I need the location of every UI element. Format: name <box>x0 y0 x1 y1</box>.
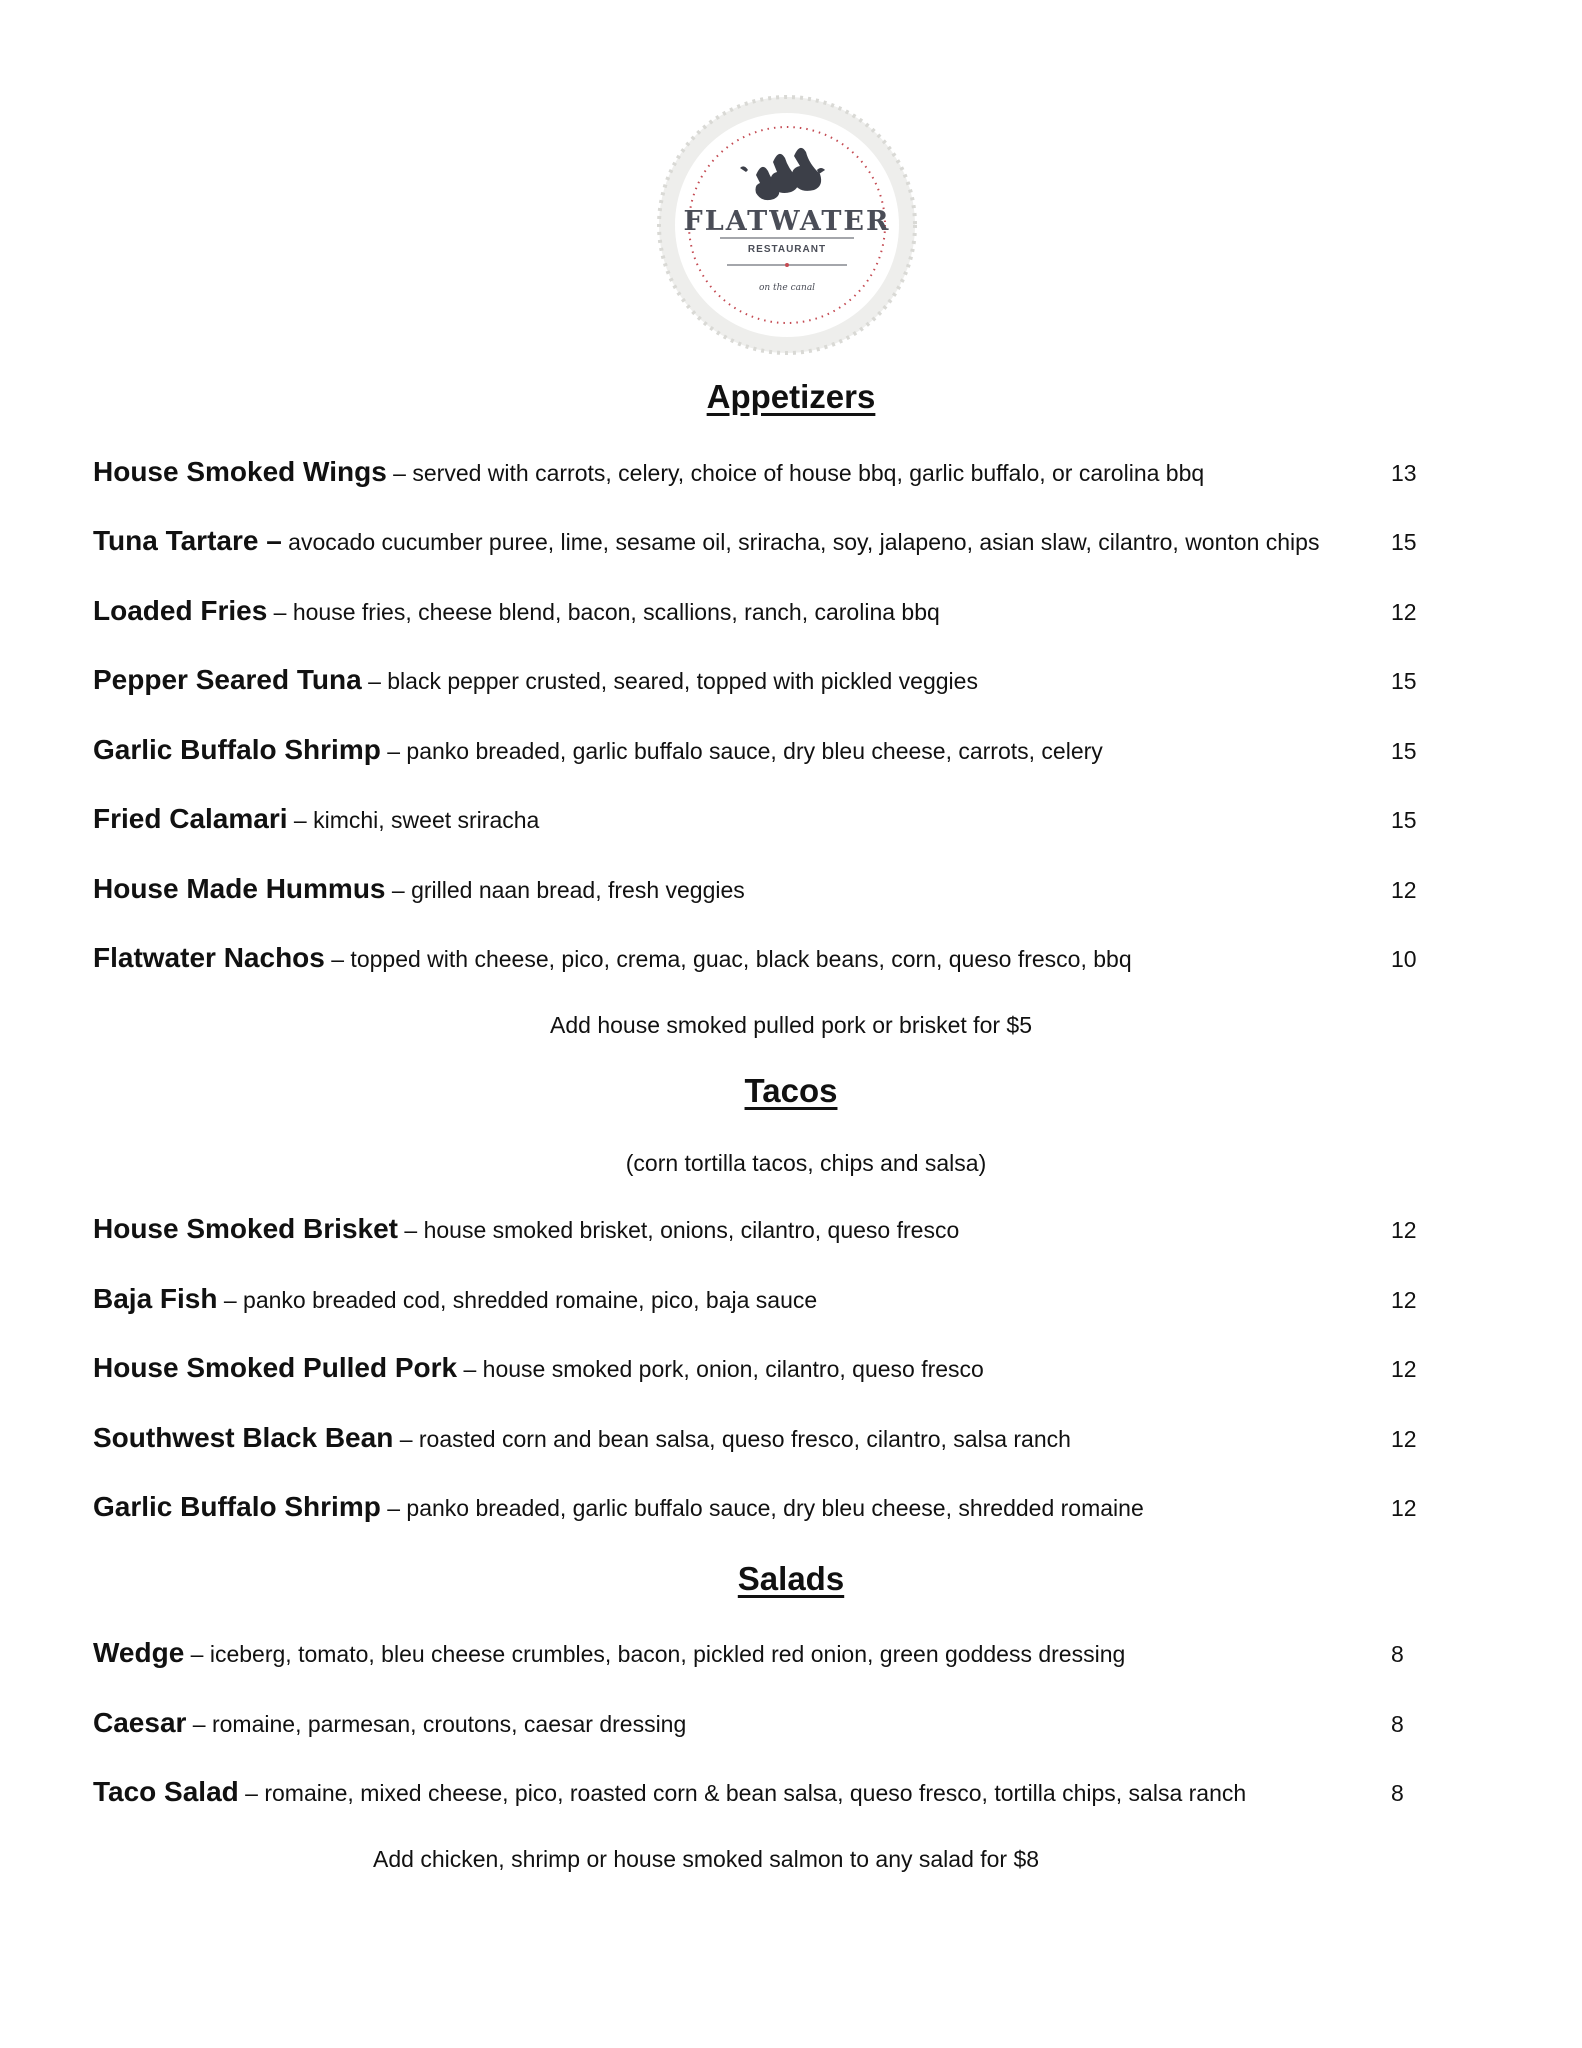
menu-item <box>93 1637 1493 1677</box>
item-name: House Smoked Pulled Pork <box>93 1352 458 1383</box>
tacos-subtitle: (corn tortilla tacos, chips and salsa) <box>625 1150 987 1176</box>
item-price: 15 <box>1391 668 1417 694</box>
item-name: Loaded Fries <box>93 595 268 626</box>
item-name: House Smoked Wings <box>93 456 387 487</box>
menu-item <box>93 1776 1493 1816</box>
appetizers-note: Add house smoked pulled pork or brisket for $5 <box>550 1012 1032 1038</box>
item-name: Tuna Tartare – <box>93 525 282 556</box>
salads-note: Add chicken, shrimp or house smoked salmon to any salad for $8 <box>373 1846 1040 1872</box>
item-name: House Smoked Brisket <box>93 1213 398 1244</box>
menu-item <box>93 1352 1493 1392</box>
item-price: 15 <box>1391 738 1417 764</box>
appetizers-heading: Appetizers <box>706 378 876 415</box>
item-price: 15 <box>1391 529 1417 555</box>
restaurant-logo <box>652 90 922 360</box>
menu-item <box>93 595 1493 635</box>
item-price: 12 <box>1391 1356 1417 1382</box>
item-price: 12 <box>1391 1426 1417 1452</box>
item-price: 12 <box>1391 877 1417 903</box>
item-description: – house smoked pork, onion, cilantro, queso fresco <box>457 1356 984 1382</box>
item-name: House Made Hummus <box>93 873 386 904</box>
svg-text:RESTAURANT: RESTAURANT <box>747 244 827 255</box>
menu-item <box>93 734 1493 774</box>
item-description: – black pepper crusted, seared, topped with pickled veggies <box>361 668 978 694</box>
item-name: Flatwater Nachos <box>93 942 325 973</box>
item-description: – house smoked brisket, onions, cilantro, queso fresco <box>398 1217 960 1243</box>
item-description: – romaine, parmesan, croutons, caesar dressing <box>186 1711 687 1737</box>
item-description: – panko breaded, garlic buffalo sauce, dry bleu cheese, carrots, celery <box>380 738 1103 764</box>
menu-item <box>93 1491 1493 1531</box>
item-price: 8 <box>1391 1641 1404 1667</box>
item-name: Baja Fish <box>93 1283 218 1314</box>
item-description: – romaine, mixed cheese, pico, roasted corn & bean salsa, queso fresco, tortilla chips, salsa ranch <box>238 1780 1247 1806</box>
logo-seal <box>652 90 922 360</box>
item-name: Garlic Buffalo Shrimp <box>93 734 381 765</box>
item-description: – kimchi, sweet sriracha <box>287 807 540 833</box>
item-price: 10 <box>1391 946 1417 972</box>
item-description: – served with carrots, celery, choice of house bbq, garlic buffalo, or carolina bbq <box>386 460 1205 486</box>
item-price: 8 <box>1391 1780 1404 1806</box>
menu-item <box>93 1283 1493 1323</box>
item-name: Pepper Seared Tuna <box>93 664 362 695</box>
item-price: 12 <box>1391 1495 1417 1521</box>
menu-item <box>93 942 1493 982</box>
menu-item <box>93 1422 1493 1462</box>
item-description: avocado cucumber puree, lime, sesame oil, sriracha, soy, jalapeno, asian slaw, cilantro, wonton chips <box>281 529 1320 555</box>
menu-item <box>93 664 1493 704</box>
tacos-heading: Tacos <box>744 1072 838 1109</box>
menu-item <box>93 1707 1493 1747</box>
item-name: Taco Salad <box>93 1776 239 1807</box>
item-name: Fried Calamari <box>93 803 288 834</box>
item-name: Wedge <box>93 1637 185 1668</box>
item-name: Garlic Buffalo Shrimp <box>93 1491 381 1522</box>
item-price: 12 <box>1391 1217 1417 1243</box>
menu-item <box>93 803 1493 843</box>
menu-item <box>93 1213 1493 1253</box>
item-price: 8 <box>1391 1711 1404 1737</box>
item-price: 13 <box>1391 460 1417 486</box>
item-price: 12 <box>1391 599 1417 625</box>
item-description: – roasted corn and bean salsa, queso fresco, cilantro, salsa ranch <box>393 1426 1071 1452</box>
menu-item <box>93 873 1493 913</box>
item-price: 15 <box>1391 807 1417 833</box>
item-name: Caesar <box>93 1707 187 1738</box>
item-description: – topped with cheese, pico, crema, guac, black beans, corn, queso fresco, bbq <box>324 946 1132 972</box>
svg-text:on the canal: on the canal <box>758 283 816 293</box>
item-description: – grilled naan bread, fresh veggies <box>385 877 745 903</box>
item-description: – house fries, cheese blend, bacon, scallions, ranch, carolina bbq <box>267 599 940 625</box>
menu-item <box>93 525 1493 565</box>
item-description: – panko breaded cod, shredded romaine, pico, baja sauce <box>217 1287 818 1313</box>
item-price: 12 <box>1391 1287 1417 1313</box>
salads-heading: Salads <box>737 1560 845 1597</box>
item-description: – panko breaded, garlic buffalo sauce, dry bleu cheese, shredded romaine <box>380 1495 1144 1521</box>
svg-text:FLATWATER: FLATWATER <box>683 206 891 237</box>
menu-item <box>93 456 1493 496</box>
item-name: Southwest Black Bean <box>93 1422 394 1453</box>
item-description: – iceberg, tomato, bleu cheese crumbles, bacon, pickled red onion, green goddess dressing <box>184 1641 1126 1667</box>
